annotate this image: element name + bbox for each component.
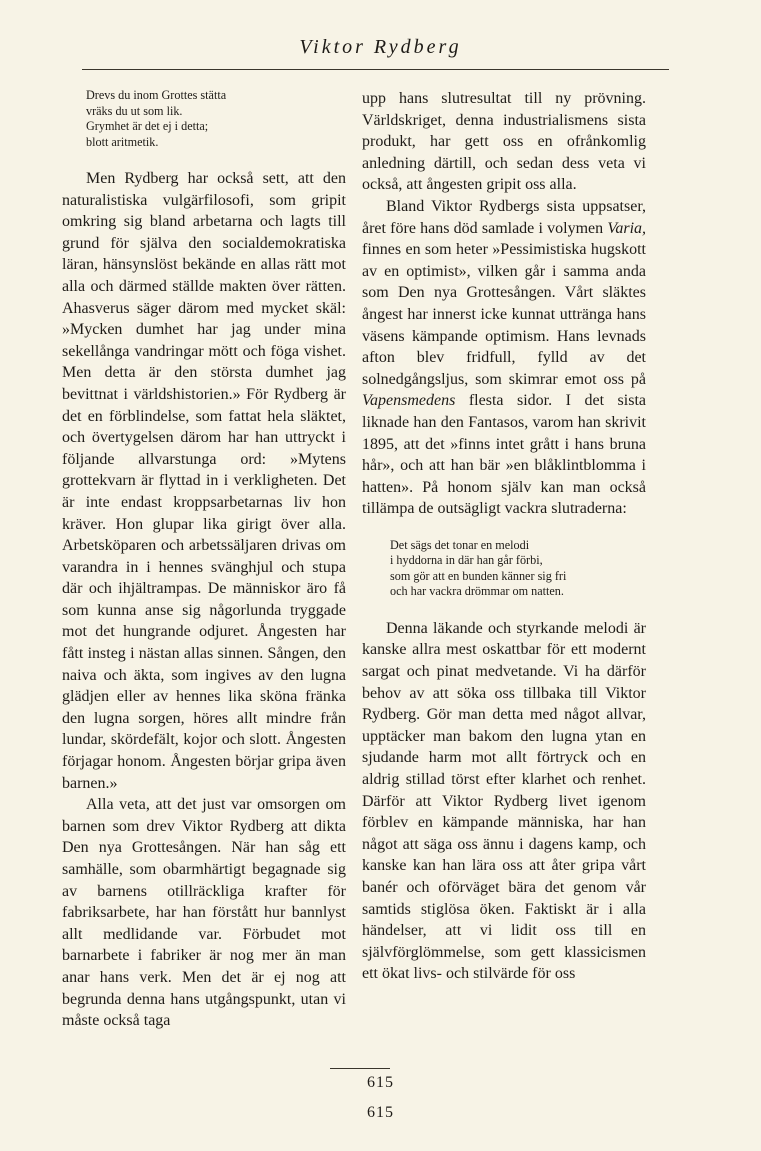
title-vapensmedens: Vapensmedens <box>362 392 456 410</box>
running-header: Viktor Rydberg <box>299 36 462 58</box>
left-column <box>62 88 346 1032</box>
verse-line: Grymhet är det ej i detta; <box>86 119 209 133</box>
page-number: 615 <box>367 1104 394 1121</box>
left-verse <box>62 88 346 150</box>
paragraph: Denna läkande och styrkande melodi är kanske allra mest oskattbar för ett modernt sargat och pinat medvetande. Vi ha därför behov av att söka oss tillbaka till Viktor Rydberg. Gör man detta med något allvar, upptäcker man bakom den lugna ytan en sjudande harm mot allt förtryck och en aldrig stillad törst efter klarhet och renhet. Därför att Viktor Rydberg livet igenom förblev en kämpande människa, har han något att säga oss ännu i dagens kamp, och kanske kan han lära oss att åter gripa vårt banér och oförväget bära det genom vår samtids stiglösa öken. Faktiskt är i alla händelser, att vi lidit oss till en självförglömmelse, som gett klassicismen ett ökat livs- och stilvärde för oss <box>362 619 646 983</box>
verse-line: vräks du ut som lik. <box>86 103 183 118</box>
verse-line: och har vackra drömmar om natten. <box>390 584 564 599</box>
verse-line: Drevs du inom Grottes stätta <box>86 88 227 102</box>
verse-line: i hyddorna in där han går förbi, <box>390 553 543 568</box>
verse-line: blott aritmetik. <box>86 134 159 149</box>
header-rule <box>82 69 669 70</box>
verse-line: Det sägs det tonar en melodi <box>390 537 530 552</box>
paragraph: Men Rydberg har också sett, att den naturalistiska vulgärfilosofi, som gripit omkring sig bland arbetarna och lagts till grund för själva den socialdemokratiska läran, hänsynslöst bekände en allas rätt mot alla och därmed ställde makten över rätten. Ahasverus säger därom med mycket skäl: »Mycken dumhet har jag under mina sekellånga vandringar mött och föga vishet. Men detta är den största dumhet jag bevittnat i världshistorien.» För Rydberg är det en förblindelse, som fattat hela släktet, och övertygelsen därom har han uttryckt i följande allvarstunga ord: »Mytens grottekvarn är flyttad in i verkligheten. Det är inte endast kroppsarbetarnas liv hon kräver. Hon glupar lika girigt över alla. Arbetsköparen och arbetssäljaren drivas om varandra in i hennes svänghjul och stupa där och ihjältrampas. De människor äro få som kunna anse sig någorlunda tryggade mot det hungrande odjuret. Ångesten har fått insteg i nästan allas sinnen. Sången, den naiva och äkta, som ingives av den lugna glädjen eller av hennes lika sköna fränka den lugna sorgen, höres allt mindre från lundar, skördefält, kojor och slott. Ångesten förjagar honom. Ångesten börjar gripa även barnen.» <box>62 170 346 792</box>
text-run: finnes en som heter »Pessimistiska hugskott av en optimist», vilken går i samma anda som Den nya Grottesången. Vårt släktes ångest har innerst icke kunnat uttränga hans väsens kämpande optimism. Hans levnads afton blev fridfull, fylld av det solnedgångsljus, som skimrar emot oss på <box>362 241 646 388</box>
right-verse <box>362 538 646 600</box>
text-run: Bland Viktor Rydbergs sista uppsatser, året före hans död samlade i volymen <box>362 197 646 237</box>
paragraph: upp hans slutresultat till ny prövning. Världskriget, denna industrialismens sista produkt, har gett oss en ofrånkomlig anledning därtill, och sedan dess veta vi också, att ångesten gripit oss alla. <box>362 90 646 194</box>
paragraph: Alla veta, att det just var omsorgen om barnen som drev Viktor Rydberg att dikta Den nya Grottesången. När han såg ett samhälle, som obarmhärtigt begagnade sig av barnens otillräckliga krafter för fabriksarbete, har han förstått hur bannlyst allt medlidande var. Förbudet mot barnarbete i fabriker är nog mer än man anar hans verk. Men det är ej nog att begrunda denna hans utgångspunkt, utan vi måste också taga <box>62 796 346 1030</box>
paragraph <box>362 196 646 520</box>
right-column <box>362 88 646 985</box>
folio-rule <box>330 1068 390 1069</box>
folio-number: 615 <box>367 1074 394 1091</box>
verse-line: som gör att en bunden känner sig fri <box>390 568 567 583</box>
title-varia: Varia, <box>607 219 647 237</box>
text-run: flesta sidor. I det sista liknade han den Fantasos, varom han skrivit 1895, att det »finns intet grått i hans bruna hår», och att han bär »en blåklintblomma i hatten». På honom själv kan man också tillämpa de outsägligt vackra slutraderna: <box>362 392 647 518</box>
